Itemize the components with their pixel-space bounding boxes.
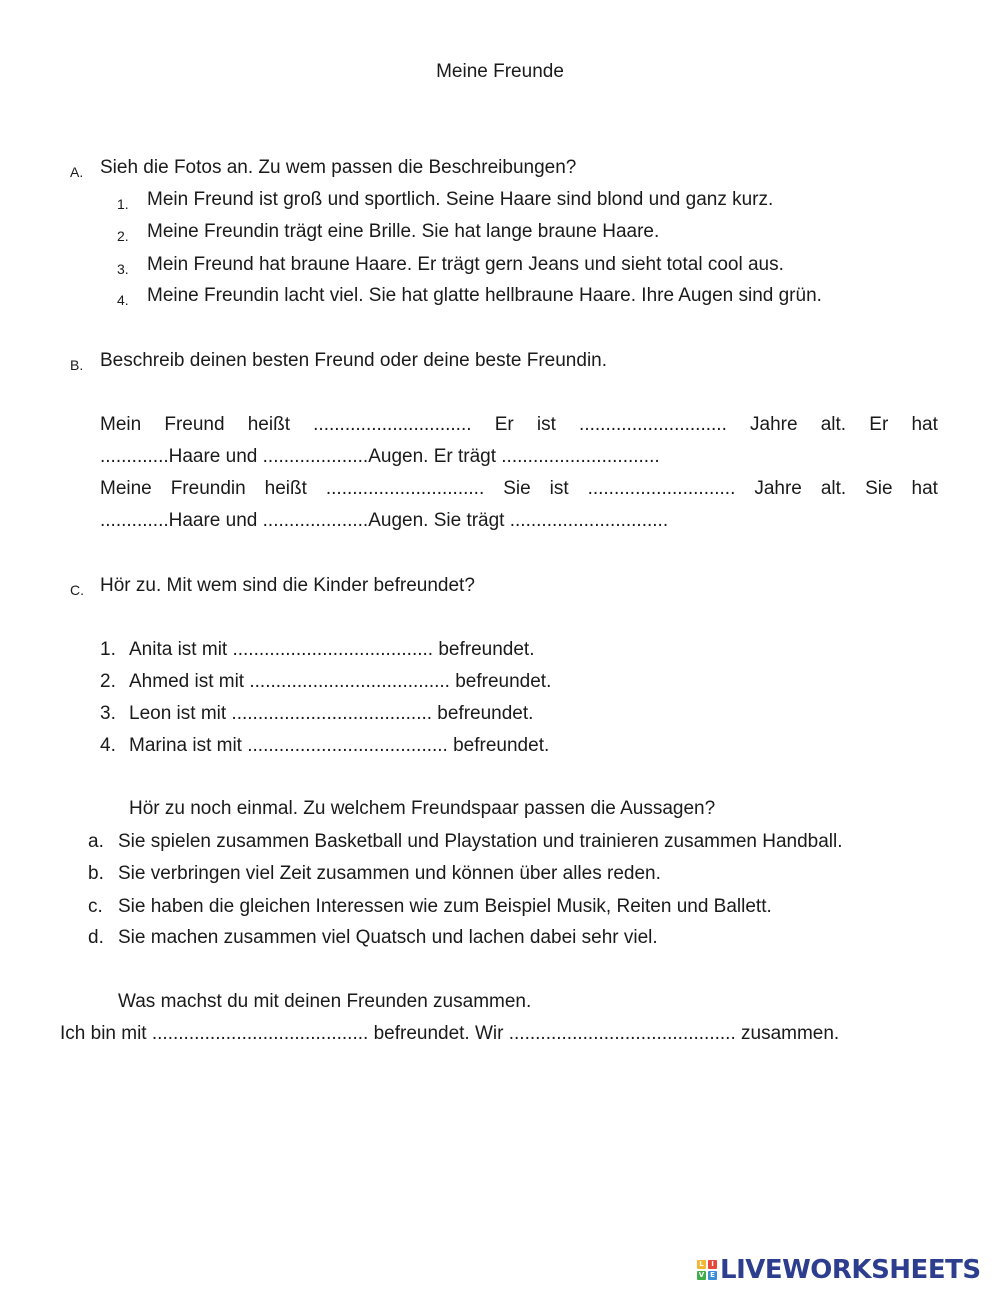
statement-letter: c. <box>88 896 103 917</box>
name-blank[interactable]: .............................. <box>313 414 472 435</box>
section-b-fill-line-4[interactable]: .............Haare und ....................Augen. Sie trägt .............................. <box>100 510 669 531</box>
section-c-answer-line[interactable]: Ich bin mit ......................................... befreundet. Wir ........................................... zusammen. <box>60 1023 840 1044</box>
statement-letter: d. <box>88 927 104 948</box>
age-blank[interactable]: ............................ <box>579 414 727 435</box>
section-a-item-number: 4. <box>117 292 129 308</box>
section-c-second-heading: Hör zu noch einmal. Zu welchem Freundspaar passen die Aussagen? <box>129 798 716 819</box>
section-b-marker: B. <box>70 357 84 373</box>
section-a-item-text: Meine Freundin lacht viel. Sie hat glatte hellbraune Haare. Ihre Augen sind grün. <box>147 285 822 306</box>
section-a-marker: A. <box>70 164 84 180</box>
section-b-heading: Beschreib deinen besten Freund oder deine beste Freundin. <box>100 350 608 371</box>
statement-text: Sie spielen zusammen Basketball und Playstation und trainieren zusammen Handball. <box>118 831 843 852</box>
word: Meine <box>100 478 152 499</box>
section-c-item-text[interactable]: Marina ist mit ...................................... befreundet. <box>129 735 550 756</box>
section-c-marker: C. <box>70 582 84 598</box>
logo-text: LIVEWORKSHEETS <box>720 1255 981 1285</box>
word: hat <box>911 414 938 435</box>
section-a-item-number: 2. <box>117 228 129 244</box>
logo-block: L <box>697 1260 706 1269</box>
section-b-fill-line-3 <box>100 477 938 501</box>
liveworksheets-logo <box>697 1255 981 1285</box>
word: Mein <box>100 414 142 435</box>
word: alt. <box>820 478 847 499</box>
word: Freund <box>164 414 225 435</box>
section-a-item-text: Mein Freund ist groß und sportlich. Seine Haare sind blond und ganz kurz. <box>147 189 774 210</box>
section-a-item-text: Mein Freund hat braune Haare. Er trägt gern Jeans und sieht total cool aus. <box>147 254 784 275</box>
logo-block: I <box>708 1260 717 1269</box>
word: Er <box>869 414 889 435</box>
section-c-item-number: 1. <box>100 639 116 660</box>
name-blank[interactable]: .............................. <box>325 478 485 499</box>
word: Sie <box>865 478 893 499</box>
logo-block: E <box>708 1271 717 1280</box>
statement-letter: b. <box>88 863 104 884</box>
statement-text: Sie verbringen viel Zeit zusammen und können über alles reden. <box>118 863 661 884</box>
statement-letter: a. <box>88 831 104 852</box>
section-c-item-number: 4. <box>100 735 116 756</box>
word: alt. <box>820 414 847 435</box>
logo-mark-icon <box>697 1260 717 1280</box>
word: heißt <box>264 478 307 499</box>
word: Jahre <box>750 414 798 435</box>
page-title: Meine Freunde <box>436 61 564 82</box>
statement-text: Sie machen zusammen viel Quatsch und lachen dabei sehr viel. <box>118 927 658 948</box>
section-c-heading: Hör zu. Mit wem sind die Kinder befreundet? <box>100 575 475 596</box>
word: heißt <box>247 414 290 435</box>
section-c-item-number: 2. <box>100 671 116 692</box>
section-a-heading: Sieh die Fotos an. Zu wem passen die Beschreibungen? <box>100 157 577 178</box>
word: Sie <box>503 478 531 499</box>
section-c-item-number: 3. <box>100 703 116 724</box>
section-c-item-text[interactable]: Ahmed ist mit ...................................... befreundet. <box>129 671 552 692</box>
statement-text: Sie haben die gleichen Interessen wie zum Beispiel Musik, Reiten und Ballett. <box>118 896 772 917</box>
word: Jahre <box>754 478 802 499</box>
section-b-fill-line-1 <box>100 413 938 437</box>
section-b-fill-line-2[interactable]: .............Haare und ....................Augen. Er trägt .............................. <box>100 446 660 467</box>
word: ist <box>536 414 556 435</box>
section-a-item-number: 1. <box>117 196 129 212</box>
word: Freundin <box>170 478 246 499</box>
word: hat <box>911 478 938 499</box>
section-a-item-number: 3. <box>117 261 129 277</box>
word: Er <box>494 414 514 435</box>
section-a-item-text: Meine Freundin trägt eine Brille. Sie hat lange braune Haare. <box>147 221 660 242</box>
word: ist <box>549 478 569 499</box>
logo-block: V <box>698 1271 705 1279</box>
section-c-question: Was machst du mit deinen Freunden zusammen. <box>118 991 532 1012</box>
age-blank[interactable]: ............................ <box>587 478 736 499</box>
section-c-item-text[interactable]: Anita ist mit ...................................... befreundet. <box>129 639 535 660</box>
section-c-item-text[interactable]: Leon ist mit ...................................... befreundet. <box>129 703 534 724</box>
